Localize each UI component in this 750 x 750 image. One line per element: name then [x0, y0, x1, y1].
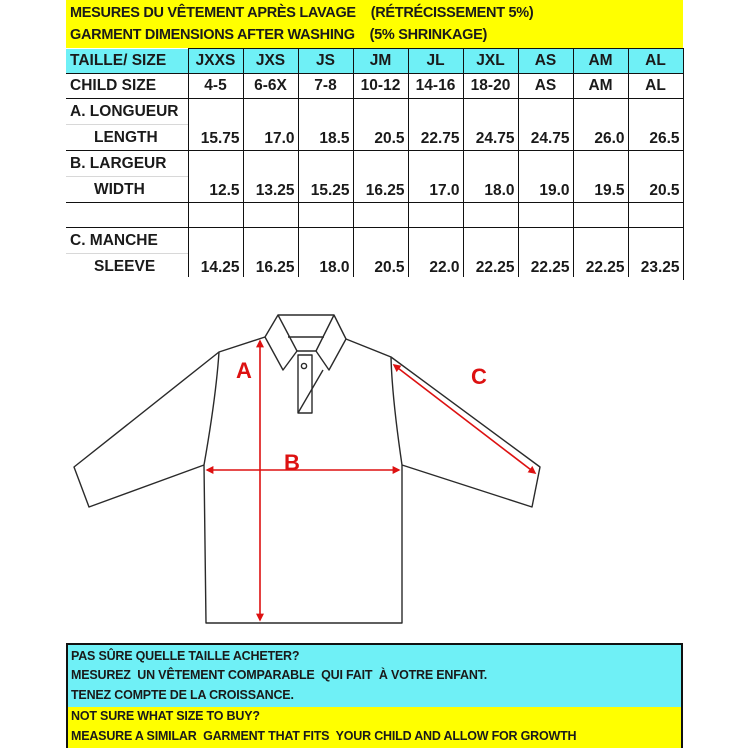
length-cell: 26.5 [628, 99, 683, 151]
sleeve-cell: 22.0 [408, 228, 463, 280]
length-label [66, 99, 188, 151]
length-cell: 20.5 [353, 99, 408, 151]
child-size-cell: 7-8 [298, 74, 353, 99]
size-header-row [66, 49, 683, 74]
advice-fr-line: MESUREZ UN VÊTEMENT COMPARABLE QUI FAIT À VOTRE ENFANT. [71, 668, 487, 682]
blank-cell [573, 203, 628, 228]
polo-shirt-drawing [66, 277, 683, 643]
length-cell: 22.75 [408, 99, 463, 151]
size-header-cell: JL [408, 49, 463, 74]
sizing-advice-box [66, 643, 683, 748]
sleeve-cell: 14.25 [188, 228, 243, 280]
child-size-label: CHILD SIZE [66, 74, 188, 99]
blank-cell [66, 203, 188, 228]
size-header-label: TAILLE/ SIZE [66, 49, 188, 74]
sleeve-label-en: SLEEVE [94, 258, 156, 275]
sleeve-row [66, 228, 683, 280]
length-cell: 26.0 [573, 99, 628, 151]
sleeve-cell: 23.25 [628, 228, 683, 280]
child-size-cell: 18-20 [463, 74, 518, 99]
size-header-cell: JS [298, 49, 353, 74]
advice-fr-line: PAS SÛRE QUELLE TAILLE ACHETER? [71, 649, 300, 663]
blank-cell [518, 203, 573, 228]
measure-label-a: A [236, 358, 252, 383]
title-french: MESURES DU VÊTEMENT APRÈS LAVAGE (RÉTRÉCISSEMENT 5%) [70, 5, 534, 21]
sleeve-cell: 22.25 [463, 228, 518, 280]
blank-cell [408, 203, 463, 228]
blank-cell [463, 203, 518, 228]
size-header-cell: JM [353, 49, 408, 74]
shirt-body [204, 337, 402, 623]
child-size-cell: 4-5 [188, 74, 243, 99]
left-sleeve [74, 352, 219, 507]
length-cell: 24.75 [463, 99, 518, 151]
shirt-outline [74, 315, 540, 623]
blank-cell [298, 203, 353, 228]
width-label-fr: B. LARGEUR [66, 151, 188, 177]
size-header-cell: JXS [243, 49, 298, 74]
sleeve-label [66, 228, 188, 280]
title-english: GARMENT DIMENSIONS AFTER WASHING (5% SHRINKAGE) [70, 27, 488, 43]
length-cell: 24.75 [518, 99, 573, 151]
sleeve-cell: 16.25 [243, 228, 298, 280]
length-label-fr: A. LONGUEUR [66, 99, 188, 125]
length-cell: 18.5 [298, 99, 353, 151]
collar [265, 315, 346, 370]
measure-label-c: C [471, 364, 487, 389]
width-cell: 12.5 [188, 151, 243, 203]
child-size-cell: 10-12 [353, 74, 408, 99]
width-cell: 20.5 [628, 151, 683, 203]
sleeve-cell: 20.5 [353, 228, 408, 280]
width-cell: 17.0 [408, 151, 463, 203]
blank-cell [353, 203, 408, 228]
width-label [66, 151, 188, 203]
length-cell: 17.0 [243, 99, 298, 151]
width-label-en: WIDTH [94, 181, 145, 198]
title-band [66, 0, 683, 48]
width-row [66, 151, 683, 203]
advice-french [68, 645, 681, 707]
length-row [66, 99, 683, 151]
advice-english [68, 707, 681, 748]
sleeve-cell: 22.25 [573, 228, 628, 280]
size-header-cell: AL [628, 49, 683, 74]
size-header-cell: AS [518, 49, 573, 74]
size-header-cell: JXL [463, 49, 518, 74]
advice-en-line: MEASURE A SIMILAR GARMENT THAT FITS YOUR CHILD AND ALLOW FOR GROWTH [71, 729, 577, 743]
size-header-cell: AM [573, 49, 628, 74]
width-cell: 13.25 [243, 151, 298, 203]
child-size-cell: AM [573, 74, 628, 99]
placket-fold [298, 370, 323, 413]
sleeve-cell: 22.25 [518, 228, 573, 280]
advice-fr-line: TENEZ COMPTE DE LA CROISSANCE. [71, 688, 294, 702]
blank-row [66, 203, 683, 228]
width-cell: 19.0 [518, 151, 573, 203]
size-chart-table [66, 48, 684, 280]
child-size-cell: AL [628, 74, 683, 99]
blank-cell [243, 203, 298, 228]
length-cell: 15.75 [188, 99, 243, 151]
width-cell: 15.25 [298, 151, 353, 203]
width-cell: 18.0 [463, 151, 518, 203]
garment-diagram [66, 277, 683, 643]
blank-cell [188, 203, 243, 228]
width-cell: 16.25 [353, 151, 408, 203]
sleeve-label-fr: C. MANCHE [66, 228, 188, 254]
measure-c-sleeve-arrow [394, 365, 535, 473]
width-cell: 19.5 [573, 151, 628, 203]
child-size-row [66, 74, 683, 99]
child-size-cell: AS [518, 74, 573, 99]
size-header-cell: JXXS [188, 49, 243, 74]
advice-en-line: NOT SURE WHAT SIZE TO BUY? [71, 709, 260, 723]
button-icon [301, 363, 306, 368]
sleeve-cell: 18.0 [298, 228, 353, 280]
blank-cell [628, 203, 683, 228]
length-label-en: LENGTH [94, 129, 158, 146]
measure-label-b: B [284, 450, 300, 475]
collar-band [278, 315, 334, 351]
child-size-cell: 14-16 [408, 74, 463, 99]
child-size-cell: 6-6X [243, 74, 298, 99]
